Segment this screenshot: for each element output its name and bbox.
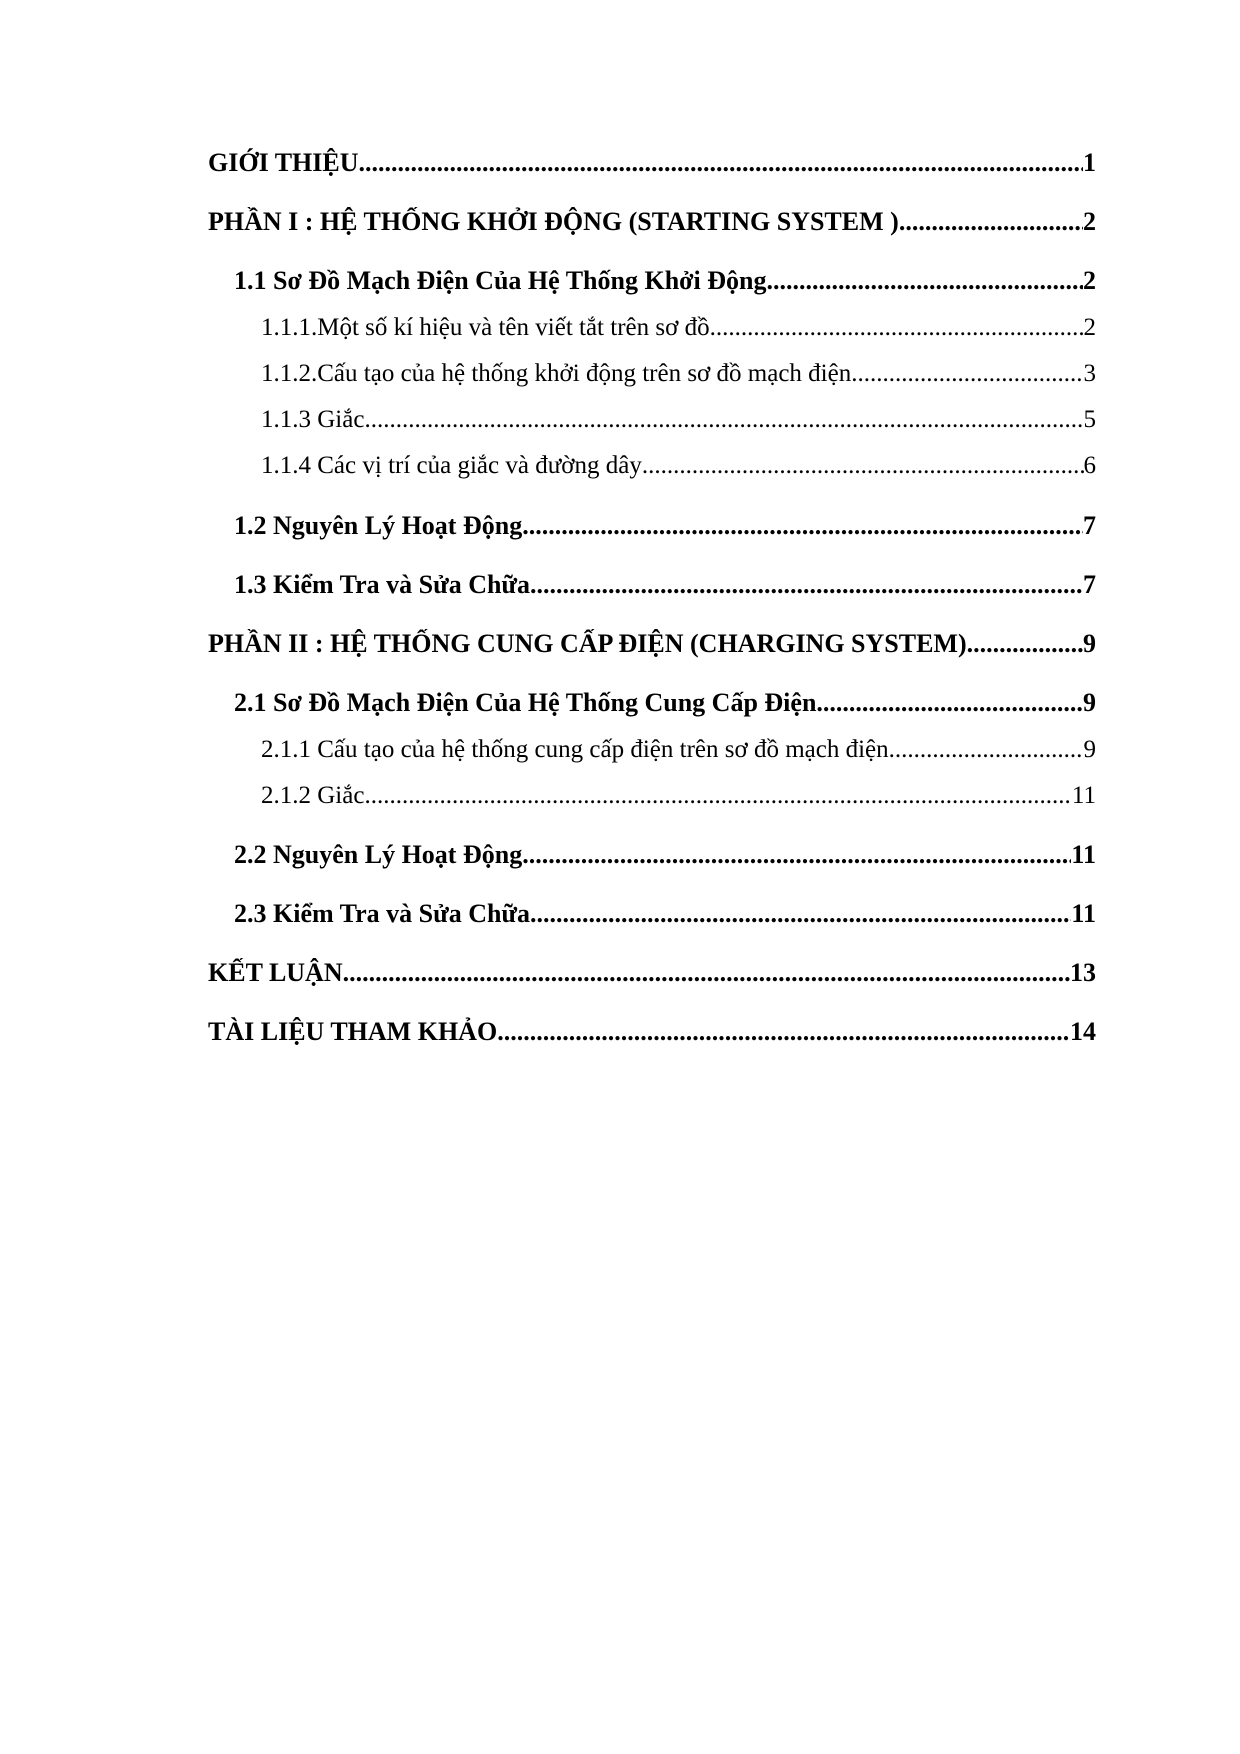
toc-entry-title: 1.1.1.Một số kí hiệu và tên viết tắt trên sơ đồ bbox=[261, 314, 710, 341]
dot-leader bbox=[967, 629, 1083, 659]
toc-entry[interactable] bbox=[208, 207, 1096, 237]
toc-entry-page: 2 bbox=[1083, 207, 1096, 236]
dot-leader bbox=[522, 840, 1071, 870]
toc-entry-title: 2.1.2 Giắc bbox=[261, 782, 365, 809]
toc-entry-title: 1.1.4 Các vị trí của giắc và đường dây bbox=[261, 452, 642, 479]
dot-leader bbox=[343, 958, 1070, 988]
toc-entry-page: 2 bbox=[1083, 314, 1096, 341]
dot-leader bbox=[767, 266, 1083, 296]
toc-entry[interactable] bbox=[261, 782, 1096, 810]
toc-entry-page: 13 bbox=[1070, 958, 1096, 987]
toc-entry-page: 5 bbox=[1083, 406, 1096, 433]
toc-entry-page: 6 bbox=[1083, 452, 1096, 479]
toc-entry-title: PHẦN II : HỆ THỐNG CUNG CẤP ĐIỆN (CHARGING SYSTEM) bbox=[208, 629, 967, 658]
toc-entry-title: TÀI LIỆU THAM KHẢO bbox=[208, 1017, 498, 1046]
toc-entry[interactable] bbox=[234, 688, 1096, 718]
toc-entry-title: 1.2 Nguyên Lý Hoạt Động bbox=[234, 511, 523, 540]
toc-entry[interactable] bbox=[234, 840, 1096, 870]
toc-entry[interactable] bbox=[261, 452, 1096, 480]
toc-entry[interactable] bbox=[261, 736, 1096, 764]
toc-entry-title: 1.1.3 Giắc bbox=[261, 406, 365, 433]
toc-entry-page: 9 bbox=[1083, 688, 1096, 717]
toc-entry-title: 2.1.1 Cấu tạo của hệ thống cung cấp điện trên sơ đồ mạch điện bbox=[261, 736, 889, 763]
toc-entry-page: 14 bbox=[1070, 1017, 1096, 1046]
toc-entry[interactable] bbox=[261, 406, 1096, 434]
dot-leader bbox=[889, 736, 1084, 764]
dot-leader bbox=[522, 511, 1083, 541]
toc-entry-title: 1.3 Kiểm Tra và Sửa Chữa bbox=[234, 570, 531, 599]
toc-entry-page: 11 bbox=[1071, 899, 1096, 928]
dot-leader bbox=[359, 148, 1083, 178]
toc-entry-page: 2 bbox=[1083, 266, 1096, 295]
toc-entry-title: GIỚI THIỆU bbox=[208, 148, 359, 177]
toc-entry-page: 9 bbox=[1083, 629, 1096, 658]
dot-leader bbox=[899, 207, 1083, 237]
dot-leader bbox=[851, 360, 1083, 388]
dot-leader bbox=[642, 452, 1084, 480]
toc-entry[interactable] bbox=[208, 629, 1096, 659]
toc-entry[interactable] bbox=[234, 511, 1096, 541]
dot-leader bbox=[710, 314, 1084, 342]
toc-entry[interactable] bbox=[208, 958, 1096, 988]
dot-leader bbox=[816, 688, 1083, 718]
dot-leader bbox=[497, 1017, 1070, 1047]
toc-entry[interactable] bbox=[261, 314, 1096, 342]
toc-entry-title: 2.3 Kiểm Tra và Sửa Chữa bbox=[234, 899, 531, 928]
toc-entry-page: 7 bbox=[1083, 511, 1096, 540]
toc-entry-title: 2.2 Nguyên Lý Hoạt Động bbox=[234, 840, 523, 869]
toc-entry-title: 1.1.2.Cấu tạo của hệ thống khởi động trên sơ đồ mạch điện bbox=[261, 360, 852, 387]
toc-entry-page: 1 bbox=[1083, 148, 1096, 177]
toc-entry[interactable] bbox=[234, 266, 1096, 296]
toc-entry-title: KẾT LUẬN bbox=[208, 958, 343, 987]
toc-entry-title: 2.1 Sơ Đồ Mạch Điện Của Hệ Thống Cung Cấp Điện bbox=[234, 688, 817, 717]
toc-entry[interactable] bbox=[261, 360, 1096, 388]
toc-entry-page: 9 bbox=[1083, 736, 1096, 763]
toc-entry-page: 11 bbox=[1071, 840, 1096, 869]
toc-entry-page: 11 bbox=[1071, 782, 1096, 809]
toc-entry[interactable] bbox=[208, 1017, 1096, 1047]
dot-leader bbox=[530, 570, 1083, 600]
toc-entry[interactable] bbox=[208, 148, 1096, 178]
toc-entry-title: PHẦN I : HỆ THỐNG KHỞI ĐỘNG (STARTING SYSTEM ) bbox=[208, 207, 899, 236]
dot-leader bbox=[364, 406, 1083, 434]
toc-entry[interactable] bbox=[234, 899, 1096, 929]
dot-leader bbox=[530, 899, 1071, 929]
toc-entry-page: 3 bbox=[1083, 360, 1096, 387]
toc-entry-page: 7 bbox=[1083, 570, 1096, 599]
dot-leader bbox=[364, 782, 1071, 810]
toc-entry[interactable] bbox=[234, 570, 1096, 600]
toc-entry-title: 1.1 Sơ Đồ Mạch Điện Của Hệ Thống Khởi Động bbox=[234, 266, 767, 295]
